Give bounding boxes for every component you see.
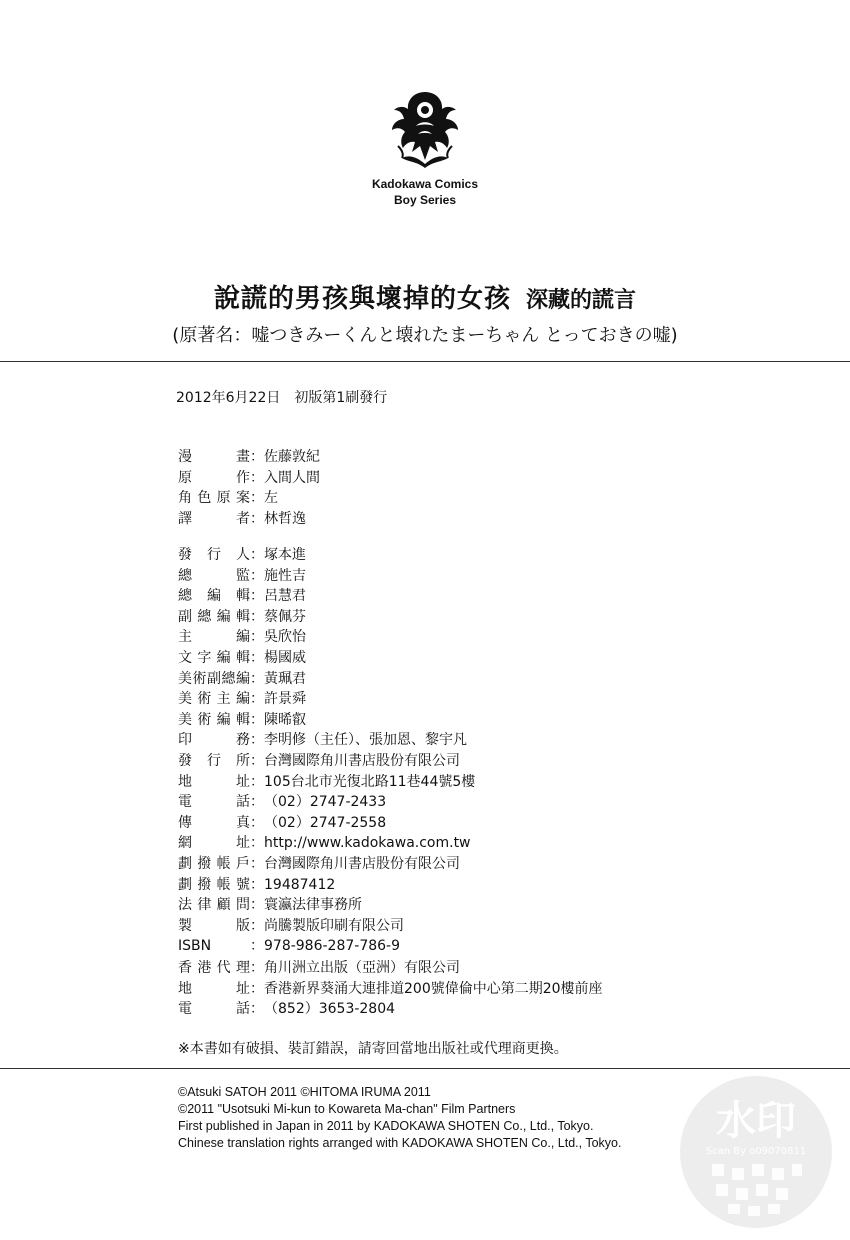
credit-row — [178, 979, 603, 1000]
credit-separator: ： — [250, 980, 264, 997]
credit-row — [178, 772, 475, 793]
credit-separator: ： — [250, 794, 264, 811]
credit-label: ISBN — [178, 938, 212, 955]
credit-label: 漫畫 — [178, 449, 250, 465]
credit-value: 吳欣怡 — [264, 629, 306, 646]
credit-label: 美術編輯 — [178, 711, 250, 728]
credit-row — [178, 509, 320, 530]
divider-bottom — [0, 1068, 850, 1069]
credit-separator: ： — [250, 752, 264, 769]
credits-publishing — [178, 545, 475, 957]
credit-row — [178, 710, 475, 731]
credit-label: 地址 — [178, 980, 250, 997]
credit-separator: ： — [250, 691, 264, 708]
credit-label: 印務 — [178, 732, 250, 749]
credit-label: 製版 — [178, 917, 250, 934]
credit-value: 台灣國際角川書店股份有限公司 — [264, 752, 460, 769]
credits-creators — [178, 447, 320, 529]
credit-value: 入間人間 — [264, 469, 320, 486]
credit-value: 978-986-287-786-9 — [264, 938, 401, 955]
credit-label: 劃撥帳號 — [178, 876, 250, 893]
credit-label: 美術副總編 — [178, 670, 250, 687]
credit-row — [178, 999, 603, 1020]
credits-hongkong — [178, 958, 603, 1020]
credit-label: 香港代理 — [178, 960, 250, 976]
credit-value: http://www.kadokawa.com.tw — [264, 835, 471, 852]
credit-label: 發行人 — [178, 547, 250, 563]
credit-value: 台灣國際角川書店股份有限公司 — [264, 855, 460, 872]
copyright-line: First published in Japan in 2011 by KADOKAWA SHOTEN Co., Ltd., Tokyo. — [178, 1119, 594, 1133]
credit-value: 19487412 — [264, 876, 336, 893]
credit-separator: ： — [250, 469, 264, 486]
copyright-block — [178, 1084, 621, 1152]
book-title: 說謊的男孩與壞掉的女孩 — [213, 284, 511, 314]
credit-separator: ： — [250, 938, 264, 955]
credit-value: 施性吉 — [264, 567, 306, 584]
credit-separator: ： — [250, 588, 264, 605]
credit-separator: ： — [250, 649, 264, 666]
credit-value: （02）2747-2433 — [264, 794, 387, 811]
credit-row — [178, 545, 475, 566]
credit-label: 電話 — [178, 794, 250, 811]
credit-row — [178, 566, 475, 587]
credit-separator: ： — [250, 855, 264, 872]
credit-value: 陳晞叡 — [264, 711, 306, 728]
credit-label: 文字編輯 — [178, 649, 250, 666]
credit-value: 寰瀛法律事務所 — [264, 897, 362, 914]
credit-label: 總監 — [178, 567, 250, 584]
credit-separator: ： — [250, 1001, 264, 1018]
credit-row — [178, 468, 320, 489]
credit-separator: ： — [250, 960, 264, 976]
credit-value: 香港新界葵涌大連排道200號偉倫中心第二期20樓前座 — [264, 980, 603, 997]
credit-row — [178, 669, 475, 690]
credit-value: 尚騰製版印刷有限公司 — [264, 917, 404, 934]
credit-row — [178, 447, 320, 468]
copyright-line: ©2011 "Usotsuki Mi-kun to Kowareta Ma-chan" Film Partners — [178, 1102, 516, 1116]
credit-value: 黃珮君 — [264, 670, 306, 687]
phoenix-emblem-icon — [388, 88, 462, 170]
credit-separator: ： — [250, 490, 264, 507]
credit-value: 楊國威 — [264, 649, 306, 666]
credit-value: 許景舜 — [264, 691, 306, 708]
book-title-block — [0, 278, 850, 347]
credit-separator: ： — [250, 876, 264, 893]
credit-row — [178, 730, 475, 751]
credit-value: （852）3653-2804 — [264, 1001, 396, 1018]
watermark-big-text: 水印 — [716, 1098, 796, 1144]
credit-row — [178, 751, 475, 772]
damage-notice: ※本書如有破損、裝訂錯誤，請寄回當地出版社或代理商更換。 — [178, 1041, 568, 1057]
credit-value: 105台北市光復北路11巷44號5樓 — [264, 773, 476, 790]
credit-row — [178, 627, 475, 648]
publisher-logo — [330, 88, 520, 208]
credit-label: 主編 — [178, 629, 250, 646]
credit-label: 譯者 — [178, 510, 250, 527]
credit-value: 左 — [264, 490, 278, 507]
credit-row — [178, 875, 475, 896]
credit-label: 劃撥帳戶 — [178, 855, 250, 872]
credit-separator: ： — [250, 608, 264, 625]
credit-row — [178, 586, 475, 607]
credit-separator: ： — [250, 711, 264, 728]
credit-separator: ： — [250, 547, 264, 563]
credit-row — [178, 854, 475, 875]
credit-row — [178, 813, 475, 834]
credit-row — [178, 689, 475, 710]
logo-line-2: Boy Series — [393, 193, 457, 207]
credit-label: 美術主編 — [178, 691, 250, 708]
credit-label: 副總編輯 — [178, 608, 250, 625]
credit-row — [178, 648, 475, 669]
credit-row — [178, 488, 320, 509]
credit-label: 法律顧問 — [178, 897, 250, 914]
credit-value: 蔡佩芬 — [264, 608, 306, 625]
watermark-scan-line: Scan By o09070811 — [705, 1146, 807, 1157]
credit-label: 電話 — [178, 1001, 250, 1018]
credit-separator: ： — [250, 773, 264, 790]
credit-row — [178, 895, 475, 916]
credit-value: 呂慧君 — [264, 588, 306, 605]
credit-label: 原作 — [178, 469, 250, 486]
credit-label: 傳真 — [178, 814, 250, 831]
credit-separator: ： — [250, 449, 264, 465]
book-subtitle: 深藏的謊言 — [526, 288, 637, 313]
original-title: (原著名：嘘つきみーくんと壊れたまーちゃん とっておきの嘘) — [172, 325, 678, 346]
logo-line-1: Kadokawa Comics — [371, 177, 479, 191]
credit-row — [178, 958, 603, 979]
credit-row — [178, 792, 475, 813]
credit-separator: ： — [250, 567, 264, 584]
credit-row — [178, 916, 475, 937]
credit-value: 塚本進 — [264, 547, 306, 563]
credit-value: 林哲逸 — [264, 510, 306, 527]
credit-row — [178, 607, 475, 628]
credit-value: （02）2747-2558 — [264, 814, 387, 831]
credit-separator: ： — [250, 835, 264, 852]
credit-row — [178, 936, 475, 957]
credit-label: 總編輯 — [178, 588, 250, 605]
credit-separator: ： — [250, 670, 264, 687]
divider-top — [0, 361, 850, 362]
credit-value: 佐藤敦紀 — [264, 449, 320, 465]
credit-label: 網址 — [178, 835, 250, 852]
credit-separator: ： — [250, 814, 264, 831]
credit-value: 角川洲立出版（亞洲）有限公司 — [264, 960, 460, 976]
copyright-line: ©Atsuki SATOH 2011 ©HITOMA IRUMA 2011 — [178, 1085, 431, 1099]
credit-value: 李明修（主任）、張加恩、黎宇凡 — [264, 732, 467, 749]
credit-label: 角色原案 — [178, 490, 250, 507]
watermark-stamp-icon — [676, 1072, 836, 1232]
credit-separator: ： — [250, 510, 264, 527]
credit-label: 地址 — [178, 773, 250, 790]
credit-separator: ： — [250, 732, 264, 749]
publication-date: 2012年6月22日 初版第1刷發行 — [176, 390, 388, 406]
copyright-line: Chinese translation rights arranged with KADOKAWA SHOTEN Co., Ltd., Tokyo. — [178, 1136, 622, 1150]
credit-row — [178, 833, 475, 854]
credit-separator: ： — [250, 897, 264, 914]
credit-separator: ： — [250, 917, 264, 934]
credit-label: 發行所 — [178, 752, 250, 769]
credit-separator: ： — [250, 629, 264, 646]
